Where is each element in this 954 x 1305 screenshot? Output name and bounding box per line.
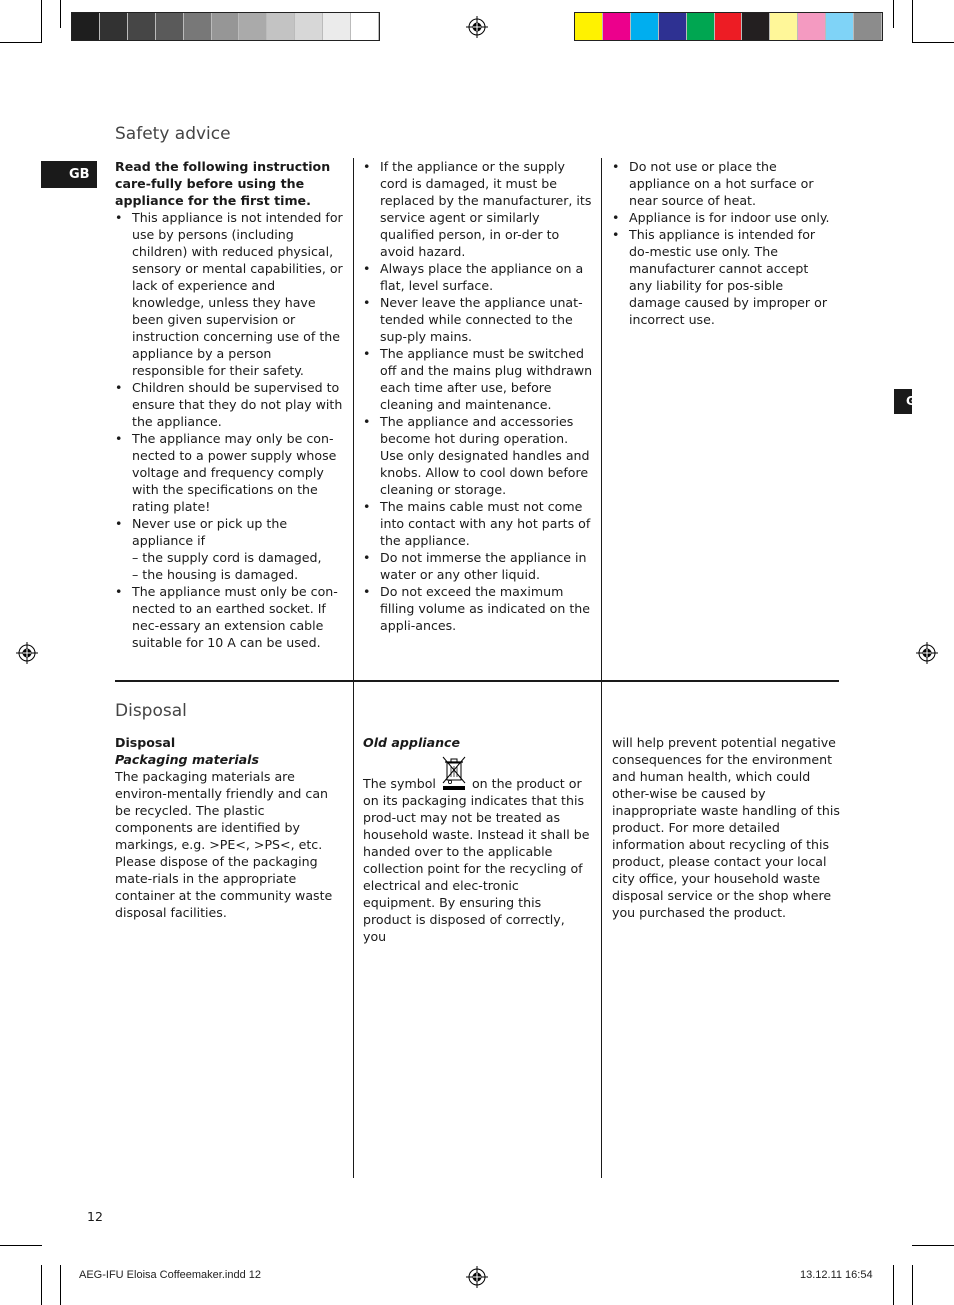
gray-swatch [184,13,212,40]
grayscale-color-bar [71,12,380,41]
color-swatch [826,13,854,40]
color-swatch [742,13,770,40]
registration-mark-icon [466,1266,488,1288]
disposal-column-2 [363,734,591,945]
disposal-continued-text: will help prevent potential negative consequences for the environment and human health, which could other-wise be caused by inappropriate waste handling of this product. For more detailed information about recycling of this product, please contact your local city office, your household waste disposal service or the shop where you purchased the product. [612,735,840,920]
gray-swatch [128,13,156,40]
packaging-subheading: Packaging materials [115,752,259,767]
safety-column-1 [115,158,343,651]
list-item: • Never leave the appliance unat-tended while connected to the sup-ply mains. [363,294,593,345]
crop-mark [41,1265,42,1305]
crop-mark [893,0,894,28]
language-tab-gb: GB [41,161,97,188]
registration-mark-icon [16,642,38,664]
crop-mark [893,1265,894,1305]
list-item: • The appliance must be switched off and the mains plug withdrawn each time after use, before cleaning and maintenance. [363,345,593,413]
list-item: • Do not exceed the maximum filling volume as indicated on the appli-ances. [363,583,593,634]
color-swatch [715,13,743,40]
section-title-disposal: Disposal [115,701,187,721]
color-swatch [575,13,603,40]
old-appliance-text [363,775,591,945]
old-appliance-heading: Old appliance [363,735,461,750]
gray-swatch [295,13,323,40]
crop-mark [0,1245,42,1246]
color-swatch [687,13,715,40]
safety-column-3 [612,158,834,328]
crossed-out-bin-icon [441,754,467,792]
column-divider [353,158,354,1178]
color-swatch [770,13,798,40]
page-number: 12 [87,1209,103,1224]
disposal-heading: Disposal [115,735,176,750]
crop-mark [912,42,954,43]
list-item: • The appliance must only be con-nected to an earthed socket. If nec-essary an extension cable suitable for 10 A can be used. [115,583,343,651]
list-item: • If the appliance or the supply cord is damaged, it must be replaced by the manufacturer, its service agent or similarly qualified person, in or-der to avoid hazard. [363,158,593,260]
gray-swatch [100,13,128,40]
footer-filename: AEG-IFU Eloisa Coffeemaker.indd 12 [79,1269,261,1281]
process-color-bar [574,12,883,41]
list-item: • Appliance is for indoor use only. [612,209,834,226]
gray-swatch [351,13,379,40]
crop-mark [912,1245,954,1246]
crop-mark [60,1265,61,1305]
color-swatch [798,13,826,40]
column-divider [601,158,602,1178]
list-item: • Children should be supervised to ensure that they do not play with the appliance. [115,379,343,430]
language-tab-side: G [894,389,912,414]
gray-swatch [267,13,295,40]
crop-mark [0,42,42,43]
gray-swatch [72,13,100,40]
list-item-text: Never use or pick up the appliance if [132,516,288,548]
safety-intro: Read the following instruction care-fully before using the appliance for the first time. [115,159,331,208]
color-swatch [603,13,631,40]
list-item: • This appliance is intended for do-mestic use only. The manufacturer cannot accept any liability for pos-sible damage caused by improper or incorrect use. [612,226,834,328]
color-swatch [854,13,882,40]
section-title-safety: Safety advice [115,124,231,144]
disposal-column-1 [115,734,345,921]
list-item: • The appliance and accessories become hot during operation. Use only designated handles and knobs. Allow to cool down before cleaning or storage. [363,413,593,498]
crop-mark [912,0,913,42]
color-swatch [659,13,687,40]
footer-date: 13.12.11 16:54 [800,1269,873,1281]
gray-swatch [323,13,351,40]
registration-mark-icon [466,16,488,38]
section-divider [115,680,839,682]
registration-mark-icon [916,642,938,664]
gray-swatch [212,13,240,40]
symbol-text-before: The symbol [363,776,436,791]
color-swatch [631,13,659,40]
list-item: • Do not use or place the appliance on a hot surface or near source of heat. [612,158,834,209]
list-item: • The appliance may only be con-nected to a power supply whose voltage and frequency comply with the specifications on the rating plate! [115,430,343,515]
list-item: • Do not immerse the appliance in water or any other liquid. [363,549,593,583]
safety-column-2 [363,158,593,634]
list-item: • The mains cable must not come into contact with any hot parts of the appliance. [363,498,593,549]
packaging-text: The packaging materials are environ-mentally friendly and can be recycled. The plastic components are identified by markings, e.g. >PE<, >PS<, etc. Please dispose of the packaging mate-rials in the appropriate container at the community waste disposal facilities. [115,769,333,920]
crop-mark [60,0,61,28]
list-subitem: – the supply cord is damaged, [132,550,322,565]
list-item: • This appliance is not intended for use by persons (including children) with reduced physical, sensory or mental capabilities, or lack of experience and knowledge, unless they have been given supervision or instruction concerning use of the appliance by a person responsible for their safety. [115,209,343,379]
disposal-column-3 [612,734,840,921]
crop-mark [912,1265,913,1305]
crop-mark [41,0,42,42]
gray-swatch [239,13,267,40]
list-item [115,515,343,583]
symbol-text-after: on the product or on its packaging indicates that this prod-uct may not be treated as household waste. Instead it shall be handed over to the applicable collection point for the recycling of electrical and elec-tronic equipment. By ensuring this product is disposed of correctly, you [363,776,590,944]
list-item: • Always place the appliance on a flat, level surface. [363,260,593,294]
list-subitem: – the housing is damaged. [132,567,299,582]
gray-swatch [156,13,184,40]
